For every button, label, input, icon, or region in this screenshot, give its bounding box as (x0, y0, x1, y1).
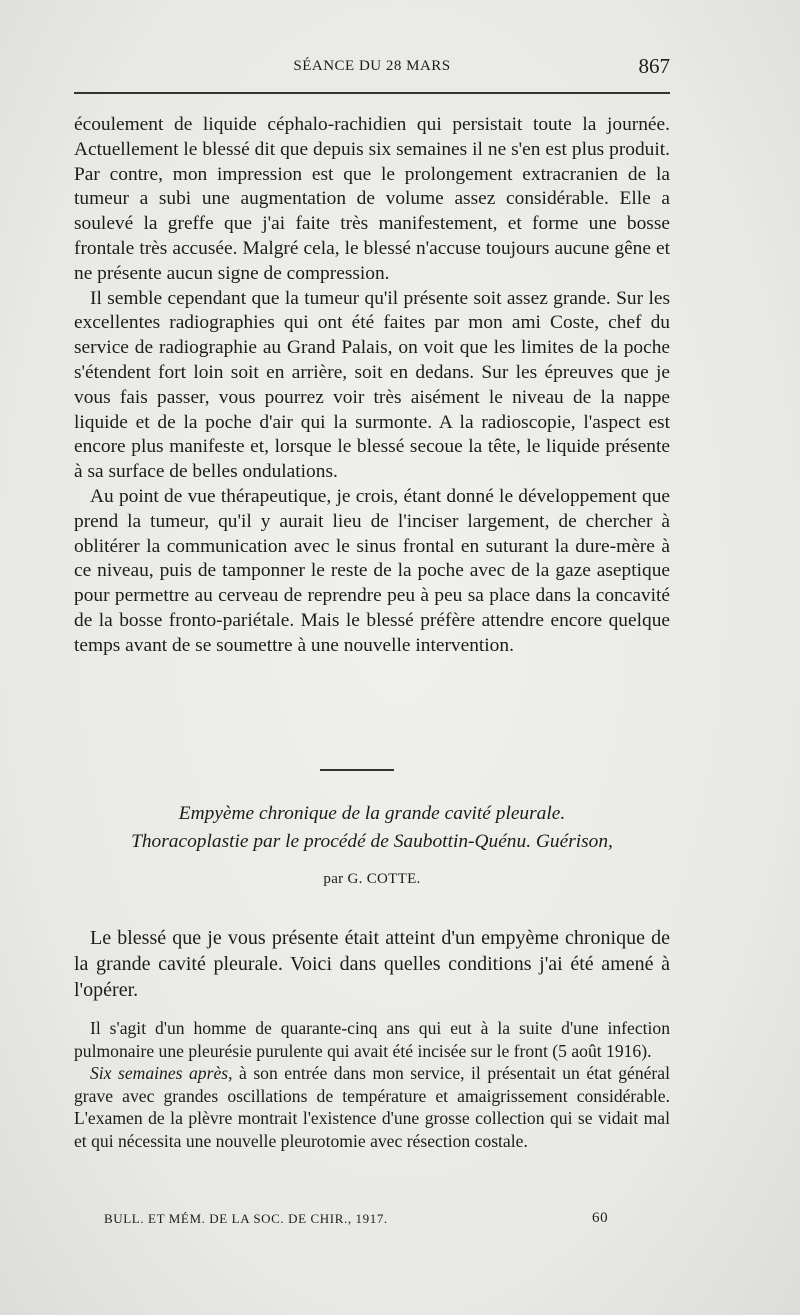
journal-citation: BULL. ET MÉM. DE LA SOC. DE CHIR., 1917. (104, 1211, 388, 1226)
paragraph: Au point de vue thérapeutique, je crois, étant donné le développement que prend la tumeur, qu'il y aurait lieu de l'inciser largement, de chercher à oblitérer la communication avec le sinus frontal en suturant la dure-mère à ce niveau, puis de tamponner le reste de la poche avec de la gaze aseptique pour permettre au cerveau de reprendre peu à peu sa place dans la concavité de la bosse fronto-pariétale. Mais le blessé préfère attendre encore quelque temps avant de se soumettre à une nouvelle intervention. (74, 485, 670, 656)
article-title-line: Thoracoplastie par le procédé de Saubottin-Quénu. Guérison, (131, 831, 613, 852)
page-number: 867 (638, 54, 670, 78)
article-title-line: Empyème chronique de la grande cavité pleurale. (178, 803, 566, 824)
section-separator (320, 769, 394, 771)
footer (104, 1210, 644, 1230)
header-rule (74, 92, 670, 94)
article-title (74, 800, 670, 856)
paragraph: Il s'agit d'un homme de quarante-cinq ans qui eut à la suite d'une infection pulmonaire une pleurésie purulente qui avait été incisée sur le front (5 août 1916). (74, 1018, 670, 1061)
byline: par G. COTTE. (323, 871, 421, 887)
running-title: SÉANCE DU 28 MARS (293, 58, 451, 74)
paragraph (74, 1062, 670, 1152)
paragraph: Le blessé que je vous présente était atteint d'un empyème chronique de la grande cavité pleurale. Voici dans quelles conditions j'ai été amené à l'opérer. (74, 927, 670, 1001)
article-intro (74, 925, 670, 1003)
paragraph-text: à son entrée dans mon service, il présentait un état général grave avec grandes oscillations de température et amaigrissement considérable. L'examen de la plèvre montrait l'existence d'une grosse collection qui se vidait mal et qui nécessita une nouvelle pleurotomie avec résection costale. (74, 1063, 670, 1151)
body-text (74, 113, 670, 659)
italic-phrase: Six semaines après, (90, 1063, 233, 1083)
signature-mark: 60 (592, 1210, 609, 1226)
paragraph: Il semble cependant que la tumeur qu'il présente soit assez grande. Sur les excellentes radiographies qui ont été faites par mon ami Coste, chef du service de radiographie au Grand Palais, on voit que les limites de la poche s'étendent fort loin soit en arrière, soit en dedans. Sur les épreuves que je vous fais passer, vous pourrez voir très aisément le niveau de la nappe liquide et de la poche d'air qui la surmonte. A la radioscopie, l'aspect est encore plus manifeste et, lorsque le blessé secoue la tête, le liquide présente à sa surface de belles ondulations. (74, 287, 670, 483)
running-head (74, 54, 670, 82)
paragraph: écoulement de liquide céphalo-rachidien qui persistait toute la journée. Actuellement le blessé dit que depuis six semaines il ne s'en est plus produit. Par contre, mon impression est que le prolongement extracranien de la tumeur a subi une augmentation de volume assez considérable. Elle a soulevé la greffe que j'ai faite très manifestement, et forme une bosse frontale très accusée. Malgré cela, le blessé n'accuse toujours aucune gêne et ne présente aucun signe de compression. (74, 114, 670, 284)
case-report (74, 1017, 670, 1152)
